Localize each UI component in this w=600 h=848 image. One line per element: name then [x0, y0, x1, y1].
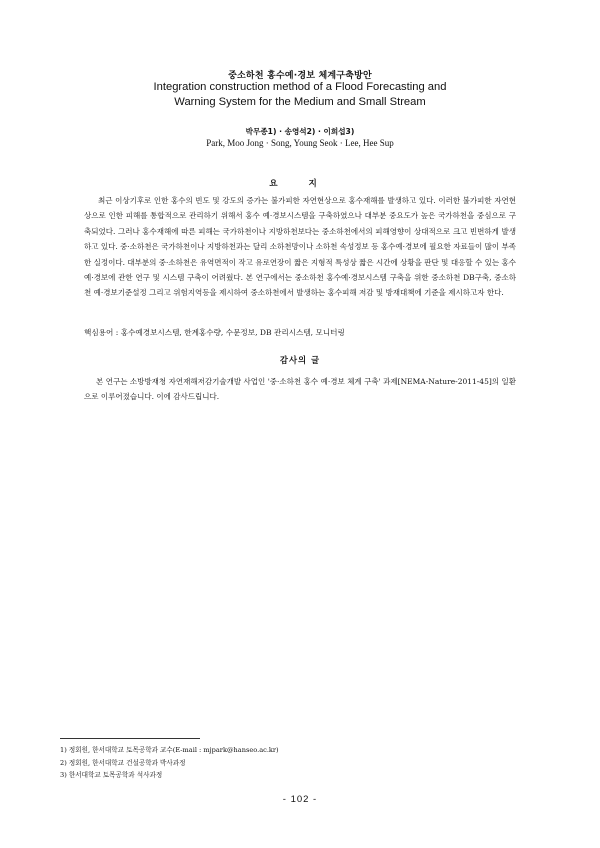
footnote-3: 3) 한서대학교 토목공학과 석사과정 [60, 771, 163, 779]
title-english [0, 80, 600, 110]
footnote-divider [60, 738, 200, 739]
abstract-body: 최근 이상기후로 인한 홍수의 빈도 및 강도의 증가는 불가피한 자연현상으로 홍수재해를 발생하고 있다. 이러한 불가피한 자연현상으로 인한 피해를 통합적으로 관리하기 위해서 홍수 예·경보시스템을 구축하였으나 대부분 중요도가 높은 국가하천을 중심으로 구축되었다. 그러나 홍수재해에 따른 피해는 국가하천이나 지방하천보다는 중소하천에서의 피해영향이 상대적으로 크고 빈번하게 발생하고 있다. 중·소하천은 국가하천이나 지방하천과는 달리 소하천망이나 소하천 속성정보 등 홍수예·경보에 필요한 자료들이 많이 부족한 실정이다. 대부분의 중·소하천은 유역면적이 작고 유로연장이 짧은 지형적 특성상 짧은 시간에 상황을 판단 및 대응할 수 있는 홍수예·경보에 관한 연구 및 시스템 구축이 어려웠다. 본 연구에서는 중소하천 홍수예·경보시스템 구축을 위한 중소하천 DB구축, 중소하천 예·경보기준설정 그리고 위험지역등을 제시하여 중소하천에서 발생하는 홍수피해 저감 및 방재대책에 기준을 제시하고자 한다. [84, 196, 516, 298]
title-english-line-2: Warning System for the Medium and Small Stream [174, 96, 426, 108]
footnotes [60, 744, 540, 782]
keywords: 핵심용어 : 홍수예경보시스템, 한계홍수량, 수문정보, DB 관리시스템, 모니터링 [84, 328, 345, 337]
authors-korean: 박무종1) · 송영석2) · 이희섭3) [245, 127, 355, 136]
acknowledgement-heading: 감사의 글 [279, 355, 321, 365]
footnote-1: 1) 정회원, 한서대학교 토목공학과 교수(E-mail : mjpark@hanseo.ac.kr) [60, 746, 279, 754]
acknowledgement-body: 본 연구는 소방방재청 자연재해저감기술개발 사업인 '중·소하천 홍수 예·경보 체계 구축' 과제[NEMA-Nature-2011-45]의 일환으로 이루어졌습니다. 이에 감사드립니다. [84, 377, 516, 402]
title-korean: 중소하천 홍수예·경보 체계구축방안 [228, 71, 372, 81]
authors-english: Park, Moo Jong · Song, Young Seok · Lee, Hee Sup [206, 138, 394, 148]
abstract-heading: 요 지 [269, 179, 331, 189]
page-number: - 102 - [282, 794, 318, 805]
title-english-line-1: Integration construction method of a Flood Forecasting and [153, 81, 447, 93]
footnote-2: 2) 정회원, 한서대학교 건설공학과 박사과정 [60, 758, 186, 767]
